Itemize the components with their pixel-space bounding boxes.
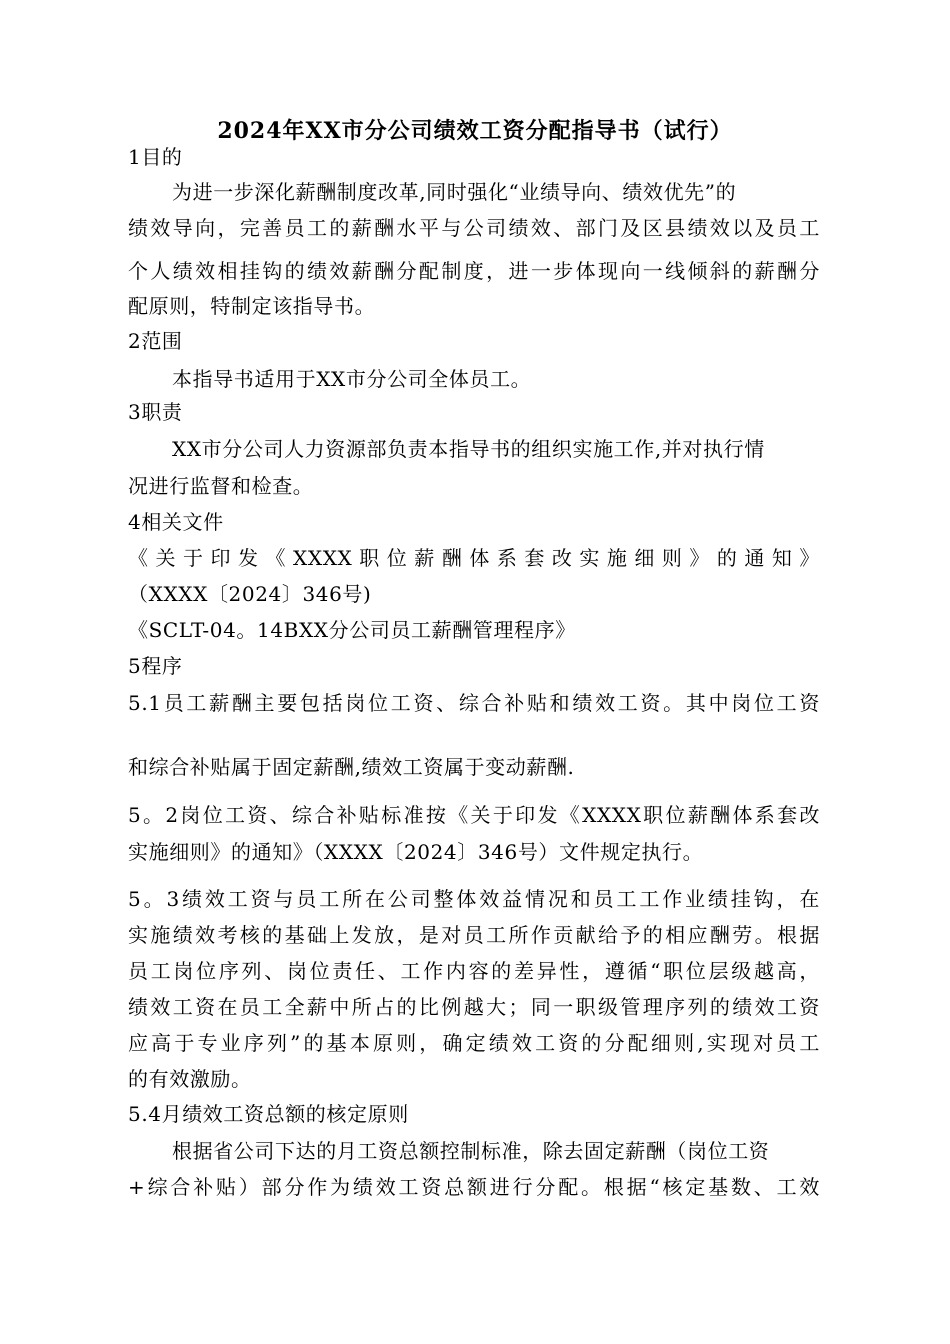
paragraph-line: 实施绩效考核的基础上发放，是对员工所作贡献给予的相应酬劳。根据 xyxy=(128,923,820,947)
paragraph-line: 员工岗位序列、岗位责任、工作内容的差异性，遵循“职位层级越高， xyxy=(128,959,820,983)
paragraph-line: 的有效激励。 xyxy=(128,1067,252,1091)
related-document: 《SCLT-04。14BXX分公司员工薪酬管理程序》 xyxy=(128,618,576,642)
paragraph-line: 本指导书适用于XX市分公司全体员工。 xyxy=(172,367,532,391)
section-heading-responsibility: 3职责 xyxy=(128,400,183,424)
paragraph-line: 5。3绩效工资与员工所在公司整体效益情况和员工工作业绩挂钩，在 xyxy=(128,887,820,911)
paragraph-line: 配原则，特制定该指导书。 xyxy=(128,294,376,318)
section-heading-procedure: 5程序 xyxy=(128,654,183,678)
section-heading-scope: 2范围 xyxy=(128,329,183,353)
paragraph-line: 况进行监督和检查。 xyxy=(128,474,314,498)
document-title: 2024年XX市分公司绩效工资分配指导书（试行） xyxy=(217,118,733,144)
paragraph-line: +综合补贴）部分作为绩效工资总额进行分配。根据“核定基数、工效 xyxy=(128,1175,820,1199)
paragraph-line: XX市分公司人力资源部负责本指导书的组织实施工作,并对执行情 xyxy=(172,437,765,461)
paragraph-line: 5。2岗位工资、综合补贴标准按《关于印发《XXXX职位薪酬体系套改 xyxy=(128,803,820,827)
paragraph-line: 和综合补贴属于固定薪酬,绩效工资属于变动薪酬. xyxy=(128,755,575,779)
paragraph-line: 绩效工资在员工全薪中所占的比例越大；同一职级管理序列的绩效工资 xyxy=(128,995,820,1019)
paragraph-line: 实施细则》的通知》（XXXX〔2024〕346号）文件规定执行。 xyxy=(128,840,704,864)
subsection-heading: 5.4月绩效工资总额的核定原则 xyxy=(128,1102,409,1126)
paragraph-line: 根据省公司下达的月工资总额控制标准，除去固定薪酬（岗位工资 xyxy=(172,1139,770,1163)
paragraph-line: 个人绩效相挂钩的绩效薪酬分配制度，进一步体现向一线倾斜的薪酬分 xyxy=(128,259,820,283)
paragraph-line: 为进一步深化薪酬制度改革,同时强化“业绩导向、绩效优先”的 xyxy=(172,180,737,204)
section-heading-purpose: 1目的 xyxy=(128,145,183,169)
section-heading-related-documents: 4相关文件 xyxy=(128,510,224,534)
paragraph-line: 绩效导向，完善员工的薪酬水平与公司绩效、部门及区县绩效以及员工 xyxy=(128,216,820,240)
related-document: 《关于印发《XXXX职位薪酬体系套改实施细则》的通知》 xyxy=(128,546,820,570)
paragraph-line: 应高于专业序列”的基本原则，确定绩效工资的分配细则,实现对员工 xyxy=(128,1031,820,1055)
paragraph-line: 5.1员工薪酬主要包括岗位工资、综合补贴和绩效工资。其中岗位工资 xyxy=(128,691,820,715)
related-document: （XXXX〔2024〕346号) xyxy=(128,582,372,606)
